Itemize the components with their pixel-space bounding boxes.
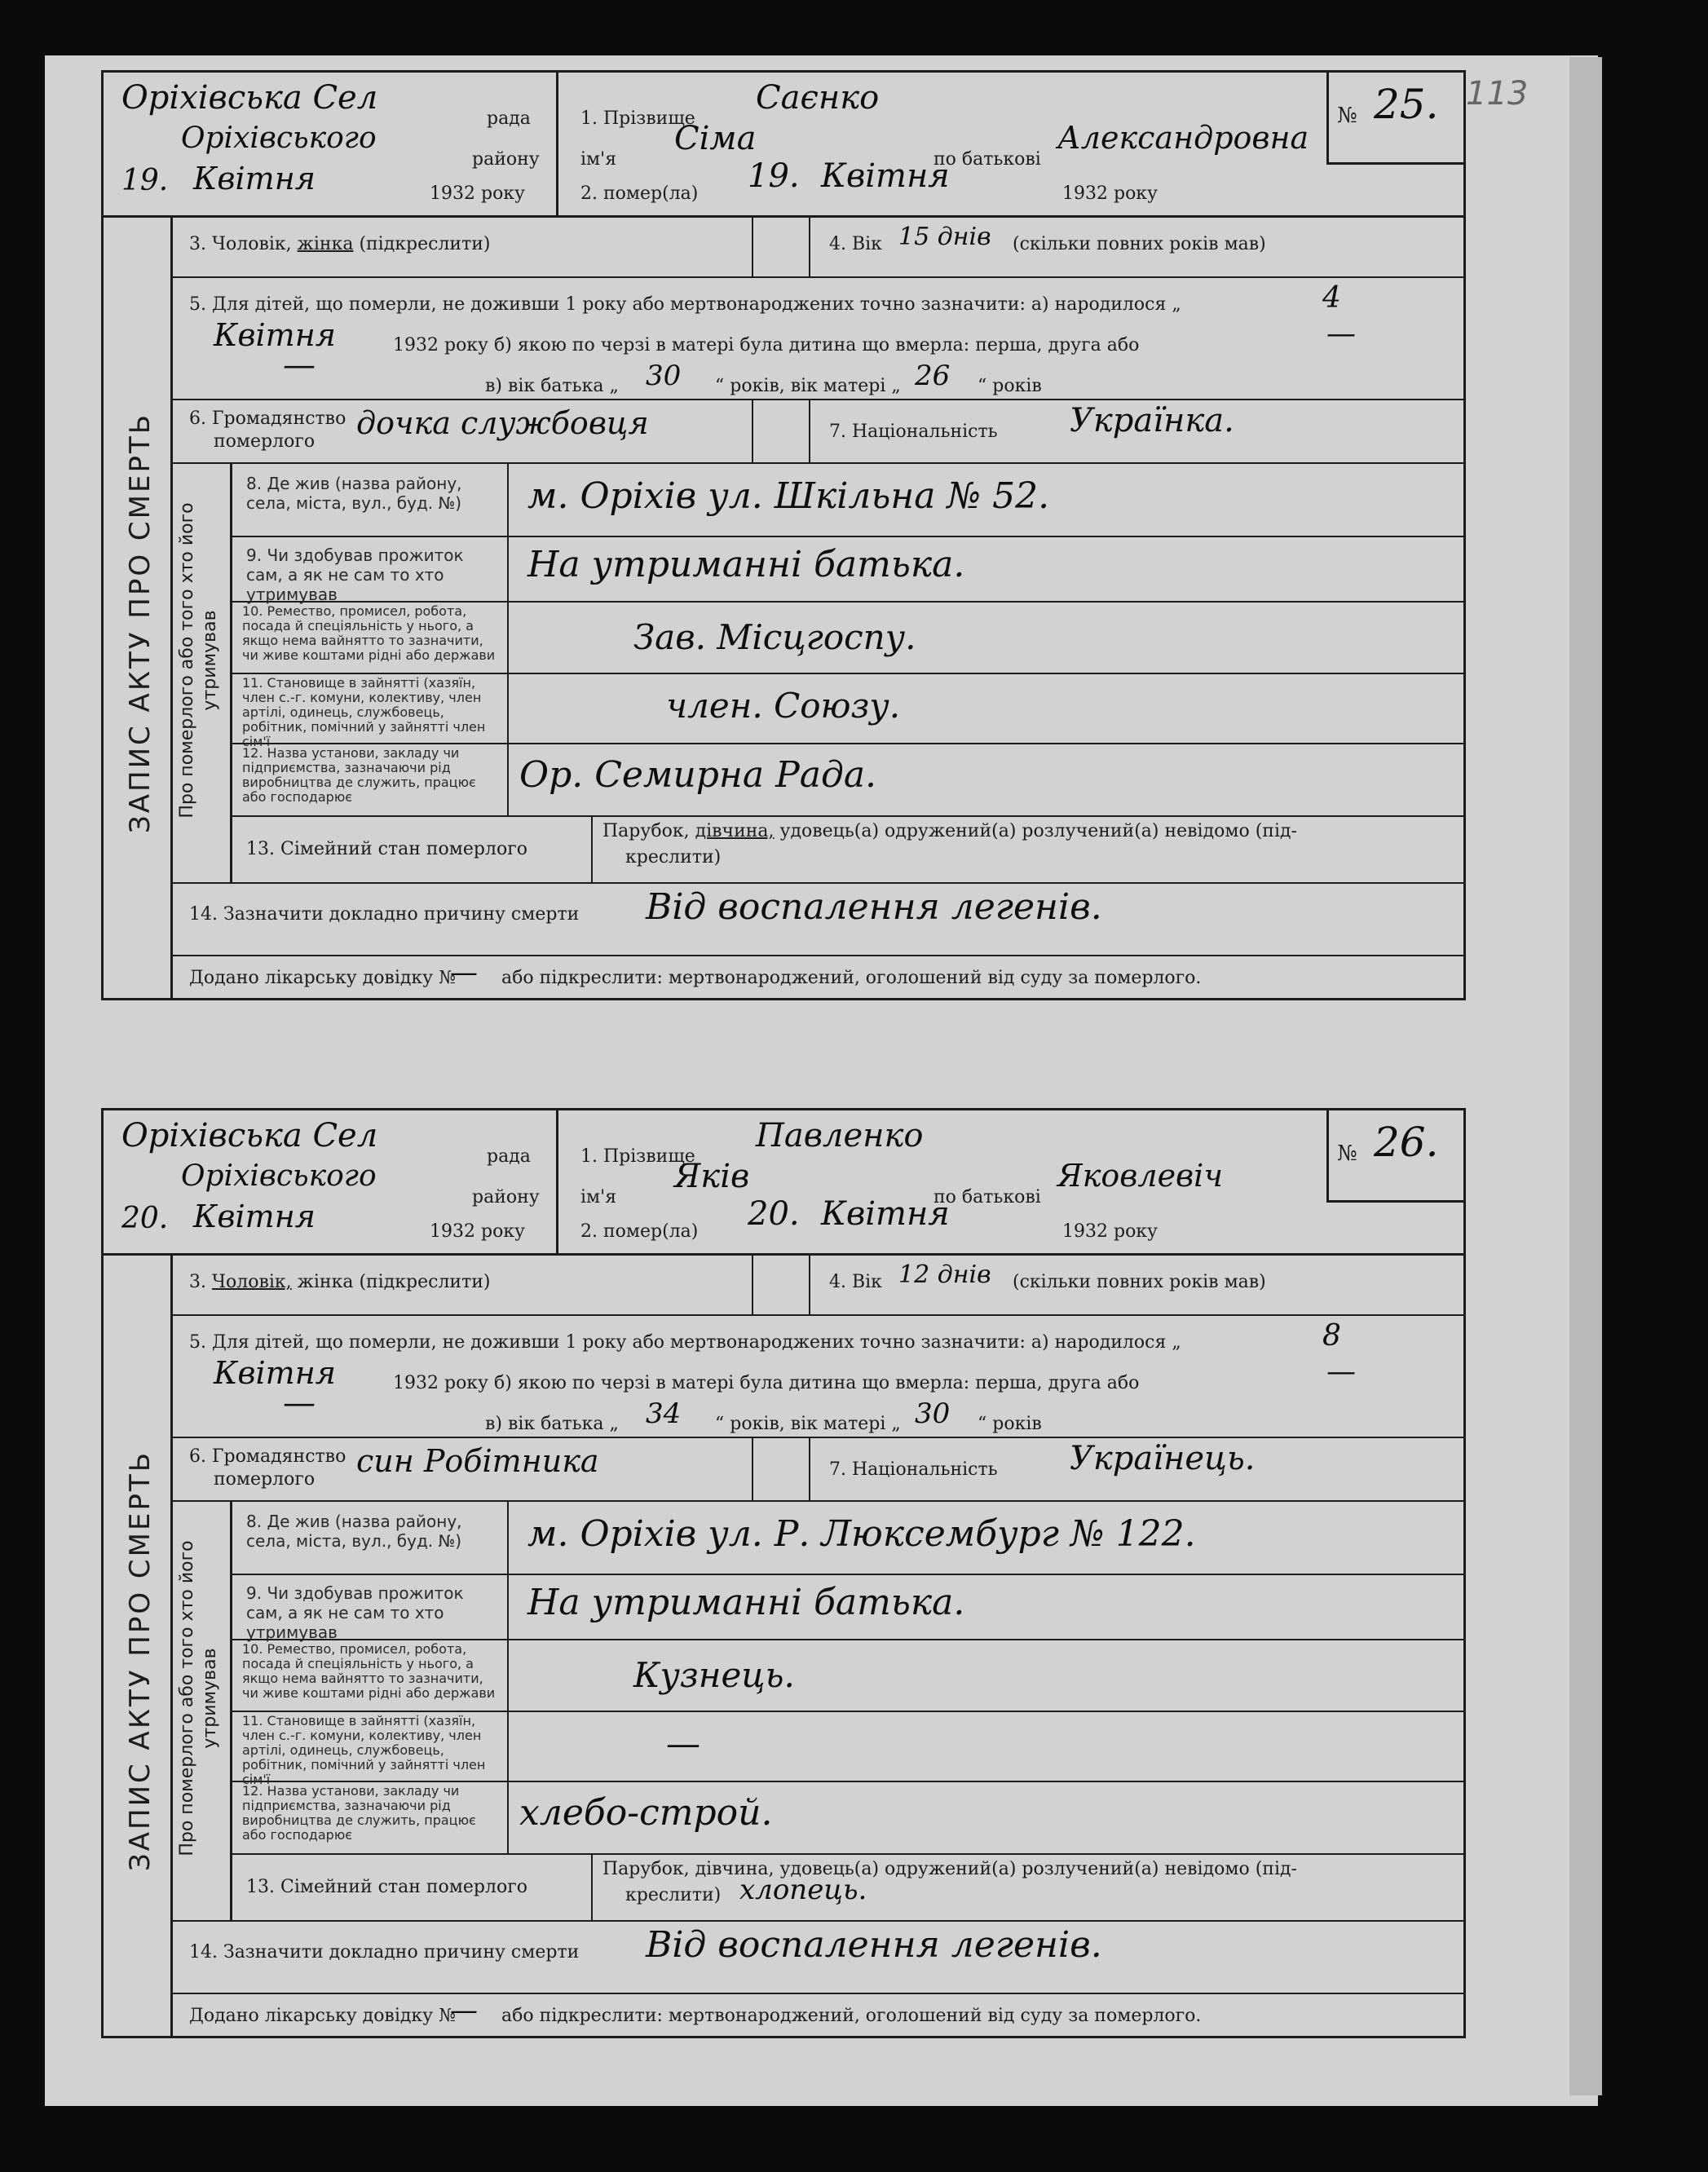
q5-order-label: 1932 року б) якою по черзі в матері була дитина що вмерла: перша, друга або: [393, 1373, 1140, 1393]
given-name: Сіма: [674, 120, 757, 157]
divider: [809, 1437, 810, 1500]
residence-label: 8. Де жив (назва району, села, міста, вул., буд. №): [246, 474, 462, 513]
occupation-label: 10. Ремество, промисел, робота, посада й спеціяльність у нього, а якщо нема вайнятто то зазначити, чи живе коштами рідні або держави: [242, 603, 496, 663]
rada-name: Оріхівська Сел: [121, 1117, 378, 1154]
q5-intro: 5. Для дітей, що померли, не доживши 1 року або мертвонароджених точно зазначити: а) народилося „: [189, 294, 1181, 315]
subject-label: Про померлого або того хто його утримував: [177, 1540, 220, 1856]
death-year: 1932 року: [1062, 1221, 1159, 1242]
marital-options: Парубок, дівчина, удовець(а) одружений(а) розлучений(а) невідомо (під-: [602, 821, 1297, 841]
subject-label: Про померлого або того хто його утримував: [177, 502, 220, 819]
divider: [170, 1920, 1463, 1922]
divider: [809, 215, 810, 276]
divider: [170, 1993, 1463, 1994]
certificate-note: або підкреслити: мертвонароджений, оголошений від суду за померлого.: [501, 2006, 1202, 2026]
marital-options: Парубок, дівчина, удовець(а) одружений(а) розлучений(а) невідомо (під-: [602, 1859, 1297, 1879]
blank-dash: —: [283, 347, 316, 384]
marital-options-2: креслити): [625, 847, 722, 867]
record-header: [104, 1110, 1463, 1256]
blank-dash: —: [283, 1384, 316, 1422]
child-order: —: [1326, 1355, 1356, 1388]
occupation-label: 10. Ремество, промисел, робота, посада й спеціяльність у нього, а якщо нема вайнятто то зазначити, чи живе коштами рідні або держави: [242, 1641, 496, 1701]
divider: [507, 462, 509, 815]
divider: [230, 536, 1463, 537]
cause-label: 14. Зазначити докладно причину смерти: [189, 1942, 580, 1962]
divider: [170, 1437, 1463, 1438]
father-age: 30: [646, 360, 682, 392]
divider: [170, 462, 1463, 464]
citizenship-value: син Робітника: [356, 1443, 599, 1479]
cause-label: 14. Зазначити докладно причину смерти: [189, 904, 580, 925]
nationality-label: 7. Національність: [829, 422, 998, 442]
sex-label: 3. Чоловік, жінка (підкреслити): [189, 1272, 491, 1292]
certificate-number: —: [450, 1994, 478, 2027]
marital-extra: хлопець.: [739, 1874, 867, 1906]
divider: [752, 1437, 753, 1500]
patronymic: Александровна: [1057, 120, 1309, 156]
record-header: [104, 73, 1463, 218]
age-note: (скільки повних років мав): [1013, 234, 1266, 254]
employment-value: —: [666, 1724, 700, 1764]
citizenship-value: дочка службовця: [356, 405, 649, 441]
registration-day: 20.: [121, 1202, 169, 1235]
binding-edge: [1569, 57, 1602, 2095]
institution-label: 12. Назва установи, закладу чи підприємства, зазначаючи рід виробництва де служить, працює або господарює: [242, 745, 476, 805]
employment-value: член. Союзу.: [666, 686, 901, 726]
marital-label: 13. Сімейний стан померлого: [246, 839, 528, 859]
death-record-1: [101, 70, 1466, 1000]
support-label: 9. Чи здобував прожиток сам, а як не сам то хто утримував: [246, 1583, 464, 1642]
death-month: Квітня: [821, 157, 950, 195]
registration-month: Квітня: [193, 161, 316, 196]
divider: [752, 399, 753, 462]
q5-mother-age-label: “ років, вік матері „: [715, 376, 901, 396]
certificate-number: —: [450, 956, 478, 989]
number-sign: №: [1337, 104, 1357, 128]
citizenship-label: 6. Громадянство: [189, 1446, 346, 1467]
raion-label: району: [472, 149, 540, 170]
divider: [809, 399, 810, 462]
certificate-note: або підкреслити: мертвонароджений, оголошений від суду за померлого.: [501, 968, 1202, 988]
birth-day: 4: [1322, 281, 1341, 315]
record-number-box: [1326, 73, 1463, 165]
sub-side-column: [170, 462, 232, 882]
death-year: 1932 року: [1062, 183, 1159, 204]
divider: [230, 1853, 1463, 1855]
death-month: Квітня: [821, 1195, 950, 1233]
birth-month: Квітня: [214, 1355, 336, 1391]
employment-label: 11. Становище в зайнятті (хазяїн, член с.-г. комуни, колективу, член артілі, одинець, службовець, робітник, помічний у зайнятті член сім'ї: [242, 675, 486, 749]
divider: [591, 815, 593, 882]
age-value: 15 днів: [898, 223, 991, 251]
patronymic-label: по батькові: [933, 1187, 1041, 1207]
registry-info: [104, 73, 558, 215]
q5-father-age-label: в) вік батька „: [485, 376, 619, 396]
employment-label: 11. Становище в зайнятті (хазяїн, член с.-г. комуни, колективу, член артілі, одинець, службовець, робітник, помічний у зайнятті член сім'ї: [242, 1713, 486, 1787]
death-date-label: 2. помер(ла): [580, 183, 699, 204]
record-type-label: ЗАПИС АКТУ ПРО СМЕРТЬ: [124, 1450, 157, 1872]
patronymic: Яковлевіч: [1057, 1158, 1223, 1194]
residence-value: м. Оріхів ул. Р. Люксембург № 122.: [527, 1513, 1196, 1555]
age-label: 4. Вік: [829, 234, 882, 254]
rada-label: рада: [487, 108, 531, 129]
death-record-2: [101, 1108, 1466, 2038]
record-type-label: ЗАПИС АКТУ ПРО СМЕРТЬ: [124, 412, 157, 834]
side-column: [104, 215, 173, 998]
divider: [170, 1500, 1463, 1502]
registry-info: [104, 1110, 558, 1253]
birth-month: Квітня: [214, 317, 336, 353]
side-column: [104, 1253, 173, 2036]
citizenship-label-2: померлого: [214, 431, 316, 452]
cause-value: Від воспалення легенів.: [646, 1924, 1102, 1966]
certificate-label: Додано лікарську довідку №: [189, 968, 456, 988]
nationality-value: Українець.: [1070, 1440, 1256, 1477]
death-day: 19.: [748, 157, 800, 195]
divider: [170, 399, 1463, 400]
death-day: 20.: [748, 1195, 800, 1233]
divider: [809, 1253, 810, 1314]
q5-intro: 5. Для дітей, що померли, не доживши 1 року або мертвонароджених точно зазначити: а) народилося „: [189, 1332, 1181, 1353]
name-label: ім'я: [580, 1187, 617, 1207]
registration-year: 1932 року: [430, 183, 526, 204]
divider: [170, 276, 1463, 278]
surname: Саєнко: [756, 79, 880, 117]
q5-father-age-label: в) вік батька „: [485, 1414, 619, 1434]
q5-years: “ років: [978, 1414, 1042, 1434]
age-note: (скільки повних років мав): [1013, 1272, 1266, 1292]
raion-label: району: [472, 1187, 540, 1207]
support-value: На утриманні батька.: [527, 544, 965, 585]
age-label: 4. Вік: [829, 1272, 882, 1292]
age-value: 12 днів: [898, 1260, 991, 1289]
mother-age: 30: [915, 1397, 951, 1430]
q5-mother-age-label: “ років, вік матері „: [715, 1414, 901, 1434]
rada-name: Оріхівська Сел: [121, 79, 378, 117]
divider: [230, 1574, 1463, 1575]
residence-value: м. Оріхів ул. Шкільна № 52.: [527, 475, 1050, 517]
divider: [752, 215, 753, 276]
name-label: ім'я: [580, 149, 617, 170]
surname-label: 1. Прізвище: [580, 108, 695, 129]
divider: [230, 1711, 1463, 1712]
surname-label: 1. Прізвище: [580, 1146, 695, 1167]
occupation-value: Зав. Місцгоспу.: [633, 617, 916, 657]
cause-value: Від воспалення легенів.: [646, 886, 1102, 928]
page-number: 113: [1466, 75, 1529, 113]
registration-day: 19.: [121, 164, 169, 197]
institution-label: 12. Назва установи, закладу чи підприємства, зазначаючи рід виробництва де служить, працює або господарює: [242, 1783, 476, 1843]
birth-day: 8: [1322, 1319, 1341, 1353]
record-number: 26.: [1374, 1119, 1439, 1166]
number-sign: №: [1337, 1141, 1357, 1166]
marital-label: 13. Сімейний стан померлого: [246, 1877, 528, 1897]
q5-order-label: 1932 року б) якою по черзі в матері була дитина що вмерла: перша, друга або: [393, 335, 1140, 355]
mother-age: 26: [915, 360, 951, 392]
citizenship-label-2: померлого: [214, 1469, 316, 1490]
institution-value: Ор. Семирна Рада.: [519, 754, 877, 796]
record-number: 25.: [1374, 81, 1439, 128]
divider: [170, 955, 1463, 956]
divider: [752, 1253, 753, 1314]
record-number-box: [1326, 1110, 1463, 1203]
divider: [170, 882, 1463, 884]
raion-name: Оріхівського: [181, 121, 377, 155]
nationality-value: Українка.: [1070, 402, 1234, 439]
marital-options-2: креслити): [625, 1885, 722, 1905]
citizenship-label: 6. Громадянство: [189, 408, 346, 429]
child-order: —: [1326, 317, 1356, 351]
raion-name: Оріхівського: [181, 1159, 377, 1193]
residence-label: 8. Де жив (назва району, села, міста, вул., буд. №): [246, 1512, 462, 1551]
support-value: На утриманні батька.: [527, 1582, 965, 1623]
divider: [170, 1314, 1463, 1316]
divider: [230, 673, 1463, 674]
divider: [507, 1500, 509, 1853]
surname: Павленко: [756, 1117, 924, 1154]
given-name: Яків: [674, 1158, 750, 1195]
institution-value: хлебо-строй.: [519, 1792, 773, 1834]
support-label: 9. Чи здобував прожиток сам, а як не сам то хто утримував: [246, 545, 464, 604]
sex-label: 3. Чоловік, жінка (підкреслити): [189, 234, 491, 254]
nationality-label: 7. Національність: [829, 1459, 998, 1480]
certificate-label: Додано лікарську довідку №: [189, 2006, 456, 2026]
registration-year: 1932 року: [430, 1221, 526, 1242]
divider: [591, 1853, 593, 1920]
registration-month: Квітня: [193, 1199, 316, 1234]
divider: [230, 815, 1463, 817]
occupation-value: Кузнець.: [633, 1655, 795, 1695]
q5-years: “ років: [978, 376, 1042, 396]
sub-side-column: [170, 1500, 232, 1920]
father-age: 34: [646, 1397, 682, 1430]
patronymic-label: по батькові: [933, 149, 1041, 170]
death-date-label: 2. помер(ла): [580, 1221, 699, 1242]
rada-label: рада: [487, 1146, 531, 1167]
